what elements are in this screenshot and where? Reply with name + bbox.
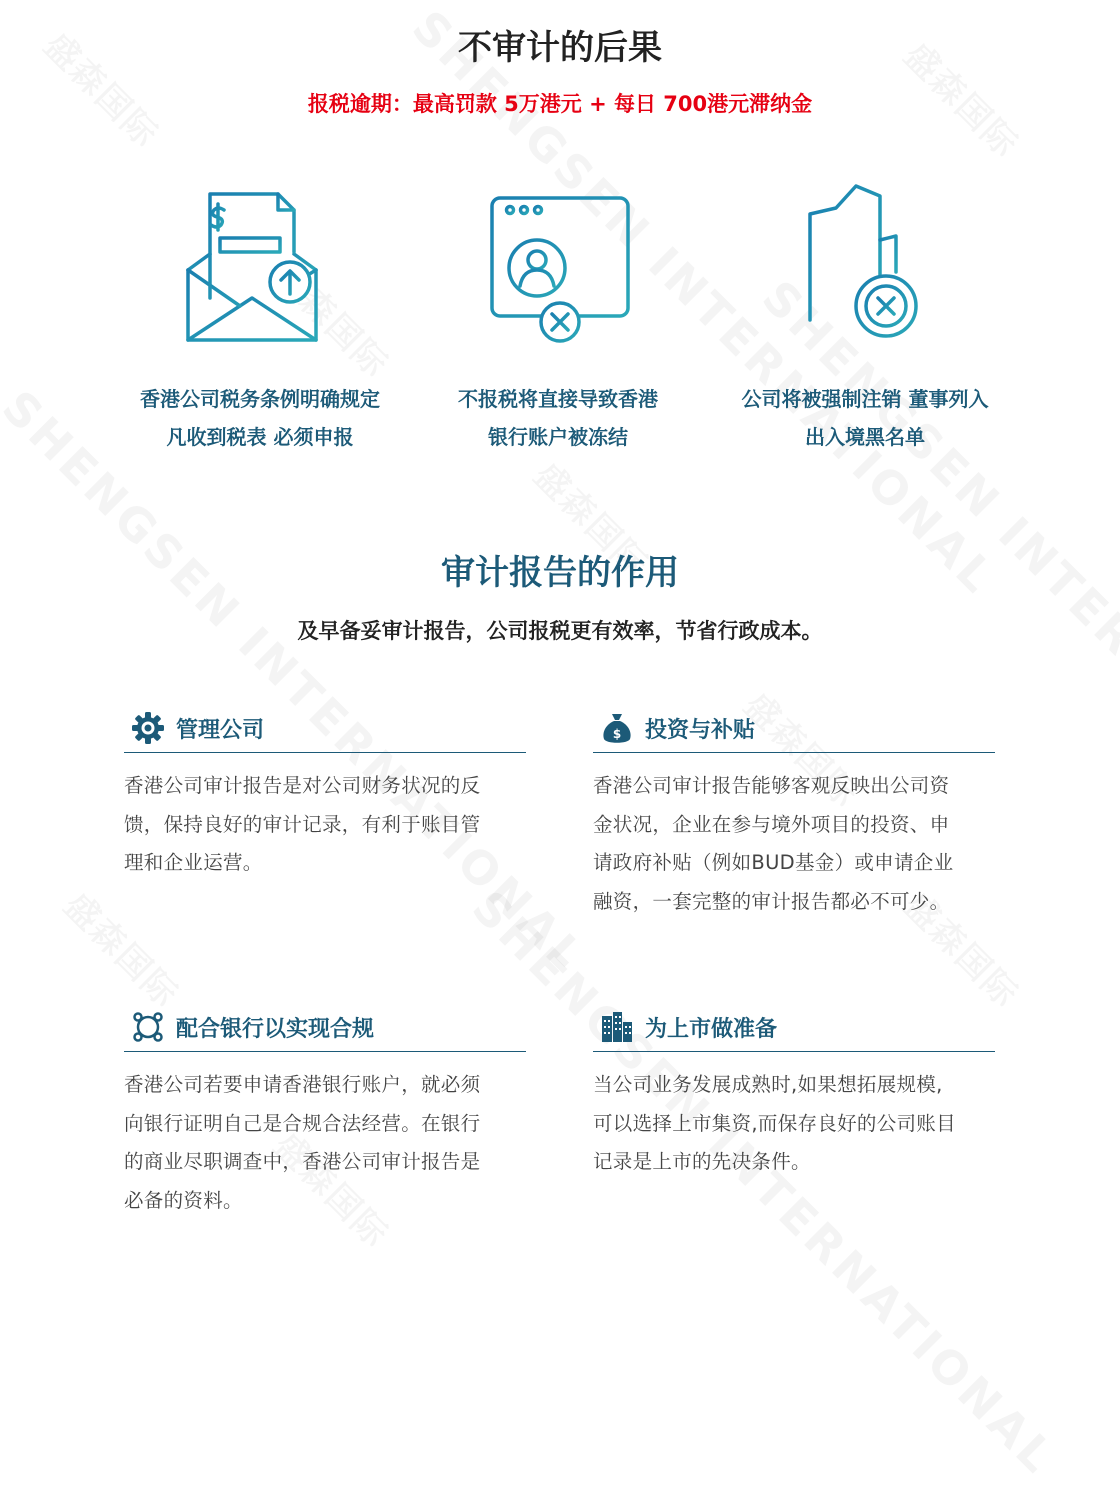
card-line: 向银行证明自己是合规合法经营。在银行: [124, 1111, 481, 1135]
card-line: 可以选择上市集资,而保存良好的公司账目: [593, 1111, 956, 1135]
card-bank-compliance: [124, 1003, 526, 1220]
section-title-audit-role: 审计报告的作用: [441, 553, 679, 593]
company-deregistered-icon: [800, 180, 960, 350]
tax-form-envelope-icon: [180, 180, 340, 350]
card-title: 管理公司: [176, 717, 265, 743]
consequence-caption-2: [398, 380, 718, 456]
card-line: 融资，一套完整的审计报告都必不可少。: [593, 889, 950, 913]
card-title: 为上市做准备: [645, 1016, 778, 1042]
card-investment-subsidy: [593, 704, 995, 921]
caption-line: 公司将被强制注销 董事列入: [741, 387, 989, 411]
card-ipo-preparation: [593, 1003, 995, 1182]
card-header: [593, 704, 995, 753]
card-body: [593, 767, 995, 921]
caption-line: 凡收到税表 必须申报: [166, 425, 354, 449]
caption-line: 不报税将直接导致香港: [458, 387, 658, 411]
card-header: [124, 1003, 526, 1052]
card-line: 请政府补贴（例如BUD基金）或申请企业: [593, 851, 954, 874]
card-body: [124, 1066, 526, 1220]
card-title: 投资与补贴: [645, 717, 756, 743]
frozen-bank-account-icon: [480, 180, 640, 350]
section-title-consequences: 不审计的后果: [458, 28, 662, 68]
card-manage-company: [124, 704, 526, 883]
section-subtitle: 及早备妥审计报告，公司报税更有效率，节省行政成本。: [297, 619, 823, 643]
card-line: 馈，保持良好的审计记录，有利于账目管: [124, 812, 481, 836]
card-title: 配合银行以实现合规: [176, 1016, 375, 1042]
card-header: [593, 1003, 995, 1052]
city-buildings-icon: [599, 1009, 635, 1045]
watermark-cn: [55, 880, 191, 1016]
card-body: [593, 1066, 995, 1182]
consequence-caption-3: [705, 380, 1025, 456]
card-line: 香港公司审计报告是对公司财务状况的反: [124, 774, 481, 797]
card-line: 金状况，企业在参与境外项目的投资、申: [593, 812, 950, 836]
card-line: 记录是上市的先决条件。: [593, 1150, 811, 1173]
card-body: [124, 767, 526, 883]
card-line: 的商业尽职调查中，香港公司审计报告是: [124, 1150, 481, 1173]
card-header: [124, 704, 526, 753]
money-bag-icon: [599, 710, 635, 746]
caption-line: 出入境黑名单: [805, 425, 925, 449]
compliance-circle-icon: [130, 1009, 166, 1045]
watermark-en: [462, 880, 1067, 1485]
card-line: 必备的资料。: [124, 1188, 243, 1212]
card-line: 理和企业运营。: [124, 851, 263, 874]
card-line: 当公司业务发展成熟时,如果想拓展规模,: [593, 1073, 943, 1096]
caption-line: 香港公司税务条例明确规定: [140, 387, 380, 411]
consequence-caption-1: [100, 380, 420, 456]
watermark-en: [0, 380, 597, 985]
caption-line: 银行账户被冻结: [488, 425, 628, 449]
gear-icon: [130, 710, 166, 746]
penalty-text: 报税逾期：最高罚款 5万港元 + 每日 700港元滞纳金: [307, 92, 813, 116]
card-line: 香港公司审计报告能够客观反映出公司资: [593, 774, 950, 797]
svg-text:$: $: [612, 727, 622, 741]
card-line: 香港公司若要申请香港银行账户，就必须: [124, 1073, 481, 1096]
